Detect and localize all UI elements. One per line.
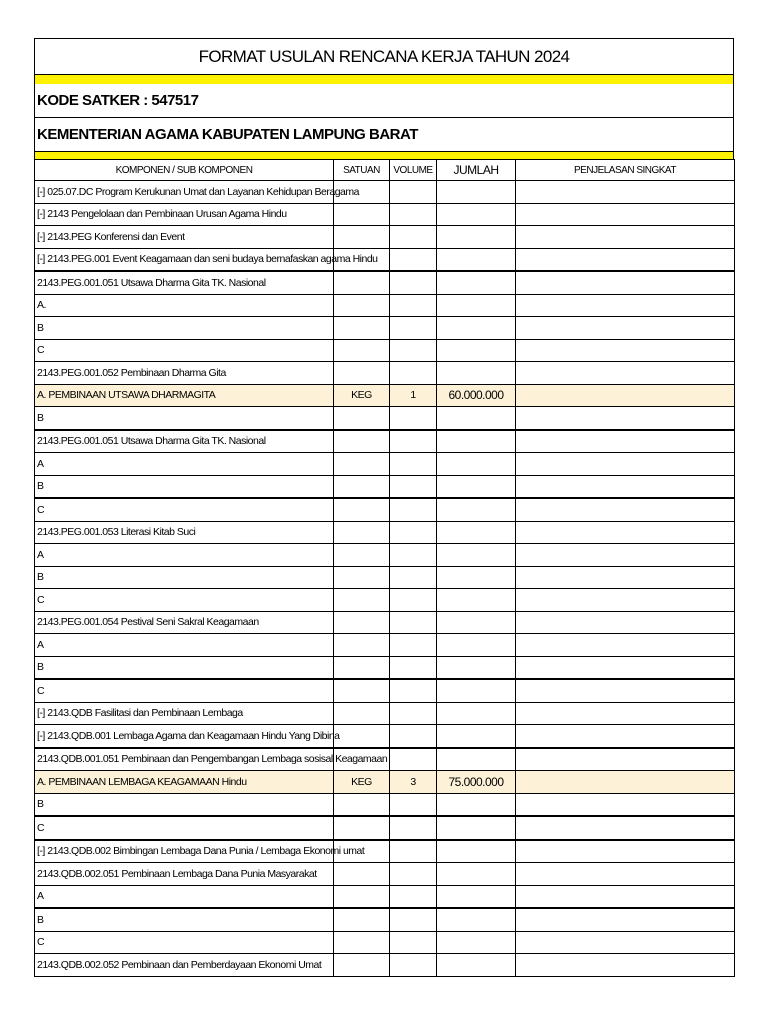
cell-penjelasan xyxy=(516,271,735,294)
table-row xyxy=(35,611,735,634)
cell-komponen: C xyxy=(35,498,334,521)
cell-volume xyxy=(390,181,437,204)
cell-jumlah xyxy=(437,793,516,816)
cell-satuan xyxy=(334,589,390,612)
cell-komponen: 2143.PEG.001.054 Pestival Seni Sakral Keagamaan xyxy=(35,611,334,634)
cell-penjelasan xyxy=(516,908,735,931)
header-volume: VOLUME xyxy=(390,160,437,181)
cell-komponen: 2143.QDB.002.052 Pembinaan dan Pemberdayaan Ekonomi Umat xyxy=(35,954,334,977)
table-row xyxy=(35,430,735,453)
table-row xyxy=(35,793,735,816)
cell-penjelasan xyxy=(516,725,735,748)
cell-komponen: B xyxy=(35,407,334,430)
cell-komponen: A. xyxy=(35,294,334,317)
cell-jumlah xyxy=(437,611,516,634)
cell-komponen: C xyxy=(35,679,334,702)
cell-penjelasan xyxy=(516,931,735,954)
cell-jumlah xyxy=(437,885,516,908)
cell-satuan xyxy=(334,931,390,954)
cell-komponen: B xyxy=(35,566,334,589)
cell-penjelasan xyxy=(516,226,735,249)
kode-satker: KODE SATKER : 547517 xyxy=(34,84,734,118)
cell-jumlah xyxy=(437,589,516,612)
cell-satuan xyxy=(334,816,390,840)
cell-satuan xyxy=(334,885,390,908)
cell-jumlah xyxy=(437,317,516,340)
cell-volume xyxy=(390,725,437,748)
cell-komponen: C xyxy=(35,339,334,362)
cell-komponen: A xyxy=(35,544,334,567)
cell-volume xyxy=(390,475,437,498)
table-row xyxy=(35,589,735,612)
cell-jumlah xyxy=(437,453,516,476)
table-row xyxy=(35,748,735,771)
cell-jumlah xyxy=(437,748,516,771)
table-row xyxy=(35,544,735,567)
cell-volume xyxy=(390,566,437,589)
cell-volume xyxy=(390,271,437,294)
header-satuan: SATUAN xyxy=(334,160,390,181)
cell-volume xyxy=(390,656,437,679)
cell-volume xyxy=(390,203,437,226)
cell-penjelasan xyxy=(516,407,735,430)
cell-volume xyxy=(390,226,437,249)
cell-penjelasan xyxy=(516,793,735,816)
cell-satuan xyxy=(334,702,390,725)
cell-volume xyxy=(390,679,437,702)
cell-penjelasan xyxy=(516,702,735,725)
cell-satuan xyxy=(334,725,390,748)
cell-jumlah xyxy=(437,725,516,748)
cell-jumlah xyxy=(437,294,516,317)
cell-jumlah xyxy=(437,656,516,679)
cell-satuan xyxy=(334,339,390,362)
cell-penjelasan xyxy=(516,475,735,498)
cell-jumlah xyxy=(437,498,516,521)
cell-jumlah: 60.000.000 xyxy=(437,384,516,407)
cell-komponen: [-] 2143.QDB.002 Bimbingan Lembaga Dana Punia / Lembaga Ekonomi umat xyxy=(35,840,334,863)
cell-jumlah xyxy=(437,634,516,657)
table-row xyxy=(35,816,735,840)
cell-komponen: [-] 2143.QDB Fasilitasi dan Pembinaan Lembaga xyxy=(35,702,334,725)
cell-komponen: [-] 2143.PEG.001 Event Keagamaan dan seni budaya bernafaskan agama Hindu xyxy=(35,248,334,271)
cell-satuan xyxy=(334,407,390,430)
cell-satuan xyxy=(334,954,390,977)
cell-volume xyxy=(390,317,437,340)
cell-jumlah xyxy=(437,908,516,931)
cell-jumlah xyxy=(437,271,516,294)
cell-satuan xyxy=(334,362,390,385)
cell-komponen: A. PEMBINAAN UTSAWA DHARMAGITA xyxy=(35,384,334,407)
cell-satuan xyxy=(334,203,390,226)
table-row xyxy=(35,634,735,657)
cell-volume xyxy=(390,430,437,453)
cell-satuan xyxy=(334,453,390,476)
cell-penjelasan xyxy=(516,248,735,271)
table-row xyxy=(35,362,735,385)
cell-volume xyxy=(390,931,437,954)
table-header-row xyxy=(35,160,735,181)
cell-penjelasan xyxy=(516,611,735,634)
cell-jumlah: 75.000.000 xyxy=(437,771,516,794)
table-row xyxy=(35,271,735,294)
cell-jumlah xyxy=(437,203,516,226)
cell-jumlah xyxy=(437,863,516,886)
cell-penjelasan xyxy=(516,748,735,771)
cell-komponen: 2143.PEG.001.052 Pembinaan Dharma Gita xyxy=(35,362,334,385)
cell-komponen: B xyxy=(35,793,334,816)
cell-komponen: B xyxy=(35,317,334,340)
cell-volume xyxy=(390,702,437,725)
cell-komponen: A xyxy=(35,453,334,476)
cell-satuan: KEG xyxy=(334,771,390,794)
cell-volume xyxy=(390,248,437,271)
cell-komponen: 2143.QDB.002.051 Pembinaan Lembaga Dana Punia Masyarakat xyxy=(35,863,334,886)
cell-satuan xyxy=(334,908,390,931)
cell-jumlah xyxy=(437,702,516,725)
cell-jumlah xyxy=(437,954,516,977)
table-row xyxy=(35,840,735,863)
yellow-divider-top xyxy=(34,75,734,84)
cell-jumlah xyxy=(437,430,516,453)
table-row xyxy=(35,181,735,204)
instansi-name: KEMENTERIAN AGAMA KABUPATEN LAMPUNG BARAT xyxy=(34,118,734,152)
table-row xyxy=(35,226,735,249)
cell-penjelasan xyxy=(516,816,735,840)
cell-volume xyxy=(390,885,437,908)
cell-satuan xyxy=(334,498,390,521)
cell-satuan xyxy=(334,863,390,886)
cell-komponen: C xyxy=(35,589,334,612)
cell-komponen: [-] 2143.PEG Konferensi dan Event xyxy=(35,226,334,249)
cell-volume xyxy=(390,339,437,362)
table-row xyxy=(35,771,735,794)
table-row xyxy=(35,203,735,226)
cell-satuan xyxy=(334,294,390,317)
cell-komponen: C xyxy=(35,816,334,840)
cell-komponen: C xyxy=(35,931,334,954)
cell-penjelasan xyxy=(516,566,735,589)
cell-komponen: [-] 025.07.DC Program Kerukunan Umat dan Layanan Kehidupan Beragama xyxy=(35,181,334,204)
cell-satuan xyxy=(334,226,390,249)
cell-satuan xyxy=(334,430,390,453)
cell-satuan xyxy=(334,634,390,657)
cell-volume xyxy=(390,840,437,863)
cell-penjelasan xyxy=(516,181,735,204)
table-row xyxy=(35,702,735,725)
cell-penjelasan xyxy=(516,294,735,317)
table-row xyxy=(35,453,735,476)
cell-komponen: B xyxy=(35,908,334,931)
table-row xyxy=(35,954,735,977)
cell-komponen: 2143.PEG.001.051 Utsawa Dharma Gita TK. Nasional xyxy=(35,271,334,294)
cell-penjelasan xyxy=(516,544,735,567)
cell-komponen: A xyxy=(35,634,334,657)
cell-satuan xyxy=(334,317,390,340)
cell-komponen: B xyxy=(35,475,334,498)
table-row xyxy=(35,566,735,589)
cell-volume xyxy=(390,407,437,430)
cell-jumlah xyxy=(437,362,516,385)
cell-penjelasan xyxy=(516,203,735,226)
cell-penjelasan xyxy=(516,589,735,612)
cell-volume xyxy=(390,521,437,544)
yellow-divider-bottom xyxy=(34,152,734,159)
header-jumlah: JUMLAH xyxy=(437,160,516,181)
cell-satuan xyxy=(334,271,390,294)
cell-jumlah xyxy=(437,816,516,840)
cell-penjelasan xyxy=(516,384,735,407)
cell-jumlah xyxy=(437,544,516,567)
cell-volume xyxy=(390,453,437,476)
cell-penjelasan xyxy=(516,634,735,657)
cell-volume xyxy=(390,362,437,385)
cell-jumlah xyxy=(437,339,516,362)
cell-penjelasan xyxy=(516,317,735,340)
cell-satuan xyxy=(334,679,390,702)
cell-volume xyxy=(390,908,437,931)
cell-komponen: B xyxy=(35,656,334,679)
table-row xyxy=(35,248,735,271)
cell-penjelasan xyxy=(516,339,735,362)
cell-volume xyxy=(390,954,437,977)
table-row xyxy=(35,908,735,931)
cell-jumlah xyxy=(437,475,516,498)
cell-jumlah xyxy=(437,521,516,544)
table-row xyxy=(35,384,735,407)
table-row xyxy=(35,407,735,430)
table-row xyxy=(35,498,735,521)
table-row xyxy=(35,725,735,748)
cell-volume xyxy=(390,544,437,567)
cell-volume: 3 xyxy=(390,771,437,794)
cell-komponen: A xyxy=(35,885,334,908)
cell-satuan xyxy=(334,544,390,567)
cell-penjelasan xyxy=(516,453,735,476)
cell-penjelasan xyxy=(516,885,735,908)
cell-satuan: KEG xyxy=(334,384,390,407)
cell-volume xyxy=(390,589,437,612)
table-row xyxy=(35,656,735,679)
cell-jumlah xyxy=(437,679,516,702)
cell-penjelasan xyxy=(516,430,735,453)
cell-jumlah xyxy=(437,840,516,863)
cell-jumlah xyxy=(437,407,516,430)
header-komponen: KOMPONEN / SUB KOMPONEN xyxy=(35,160,334,181)
cell-jumlah xyxy=(437,226,516,249)
table-row xyxy=(35,339,735,362)
cell-penjelasan xyxy=(516,679,735,702)
cell-penjelasan xyxy=(516,771,735,794)
worksheet xyxy=(34,38,734,977)
cell-satuan xyxy=(334,475,390,498)
cell-volume xyxy=(390,748,437,771)
cell-volume xyxy=(390,294,437,317)
cell-penjelasan xyxy=(516,840,735,863)
rencana-kerja-table xyxy=(34,159,735,977)
cell-volume: 1 xyxy=(390,384,437,407)
cell-jumlah xyxy=(437,931,516,954)
cell-jumlah xyxy=(437,566,516,589)
cell-komponen: 2143.PEG.001.051 Utsawa Dharma Gita TK. Nasional xyxy=(35,430,334,453)
cell-volume xyxy=(390,498,437,521)
cell-satuan xyxy=(334,566,390,589)
cell-penjelasan xyxy=(516,656,735,679)
table-row xyxy=(35,679,735,702)
table-row xyxy=(35,521,735,544)
cell-penjelasan xyxy=(516,863,735,886)
cell-komponen: [-] 2143.QDB.001 Lembaga Agama dan Keagamaan Hindu Yang Dibina xyxy=(35,725,334,748)
cell-volume xyxy=(390,863,437,886)
cell-komponen: 2143.QDB.001.051 Pembinaan dan Pengembangan Lembaga sosisal Keagamaan xyxy=(35,748,334,771)
table-row xyxy=(35,931,735,954)
cell-komponen: 2143.PEG.001.053 Literasi Kitab Suci xyxy=(35,521,334,544)
cell-penjelasan xyxy=(516,498,735,521)
cell-satuan xyxy=(334,656,390,679)
cell-jumlah xyxy=(437,248,516,271)
cell-satuan xyxy=(334,793,390,816)
cell-jumlah xyxy=(437,181,516,204)
cell-volume xyxy=(390,793,437,816)
cell-komponen: A. PEMBINAAN LEMBAGA KEAGAMAAN Hindu xyxy=(35,771,334,794)
cell-satuan xyxy=(334,611,390,634)
cell-volume xyxy=(390,816,437,840)
table-row xyxy=(35,294,735,317)
table-row xyxy=(35,475,735,498)
cell-volume xyxy=(390,634,437,657)
header-penjelasan: PENJELASAN SINGKAT xyxy=(516,160,735,181)
cell-penjelasan xyxy=(516,521,735,544)
cell-penjelasan xyxy=(516,954,735,977)
cell-komponen: [-] 2143 Pengelolaan dan Pembinaan Urusan Agama Hindu xyxy=(35,203,334,226)
cell-penjelasan xyxy=(516,362,735,385)
cell-satuan xyxy=(334,521,390,544)
table-row xyxy=(35,863,735,886)
table-row xyxy=(35,885,735,908)
table-row xyxy=(35,317,735,340)
cell-volume xyxy=(390,611,437,634)
document-title: FORMAT USULAN RENCANA KERJA TAHUN 2024 xyxy=(34,38,734,75)
